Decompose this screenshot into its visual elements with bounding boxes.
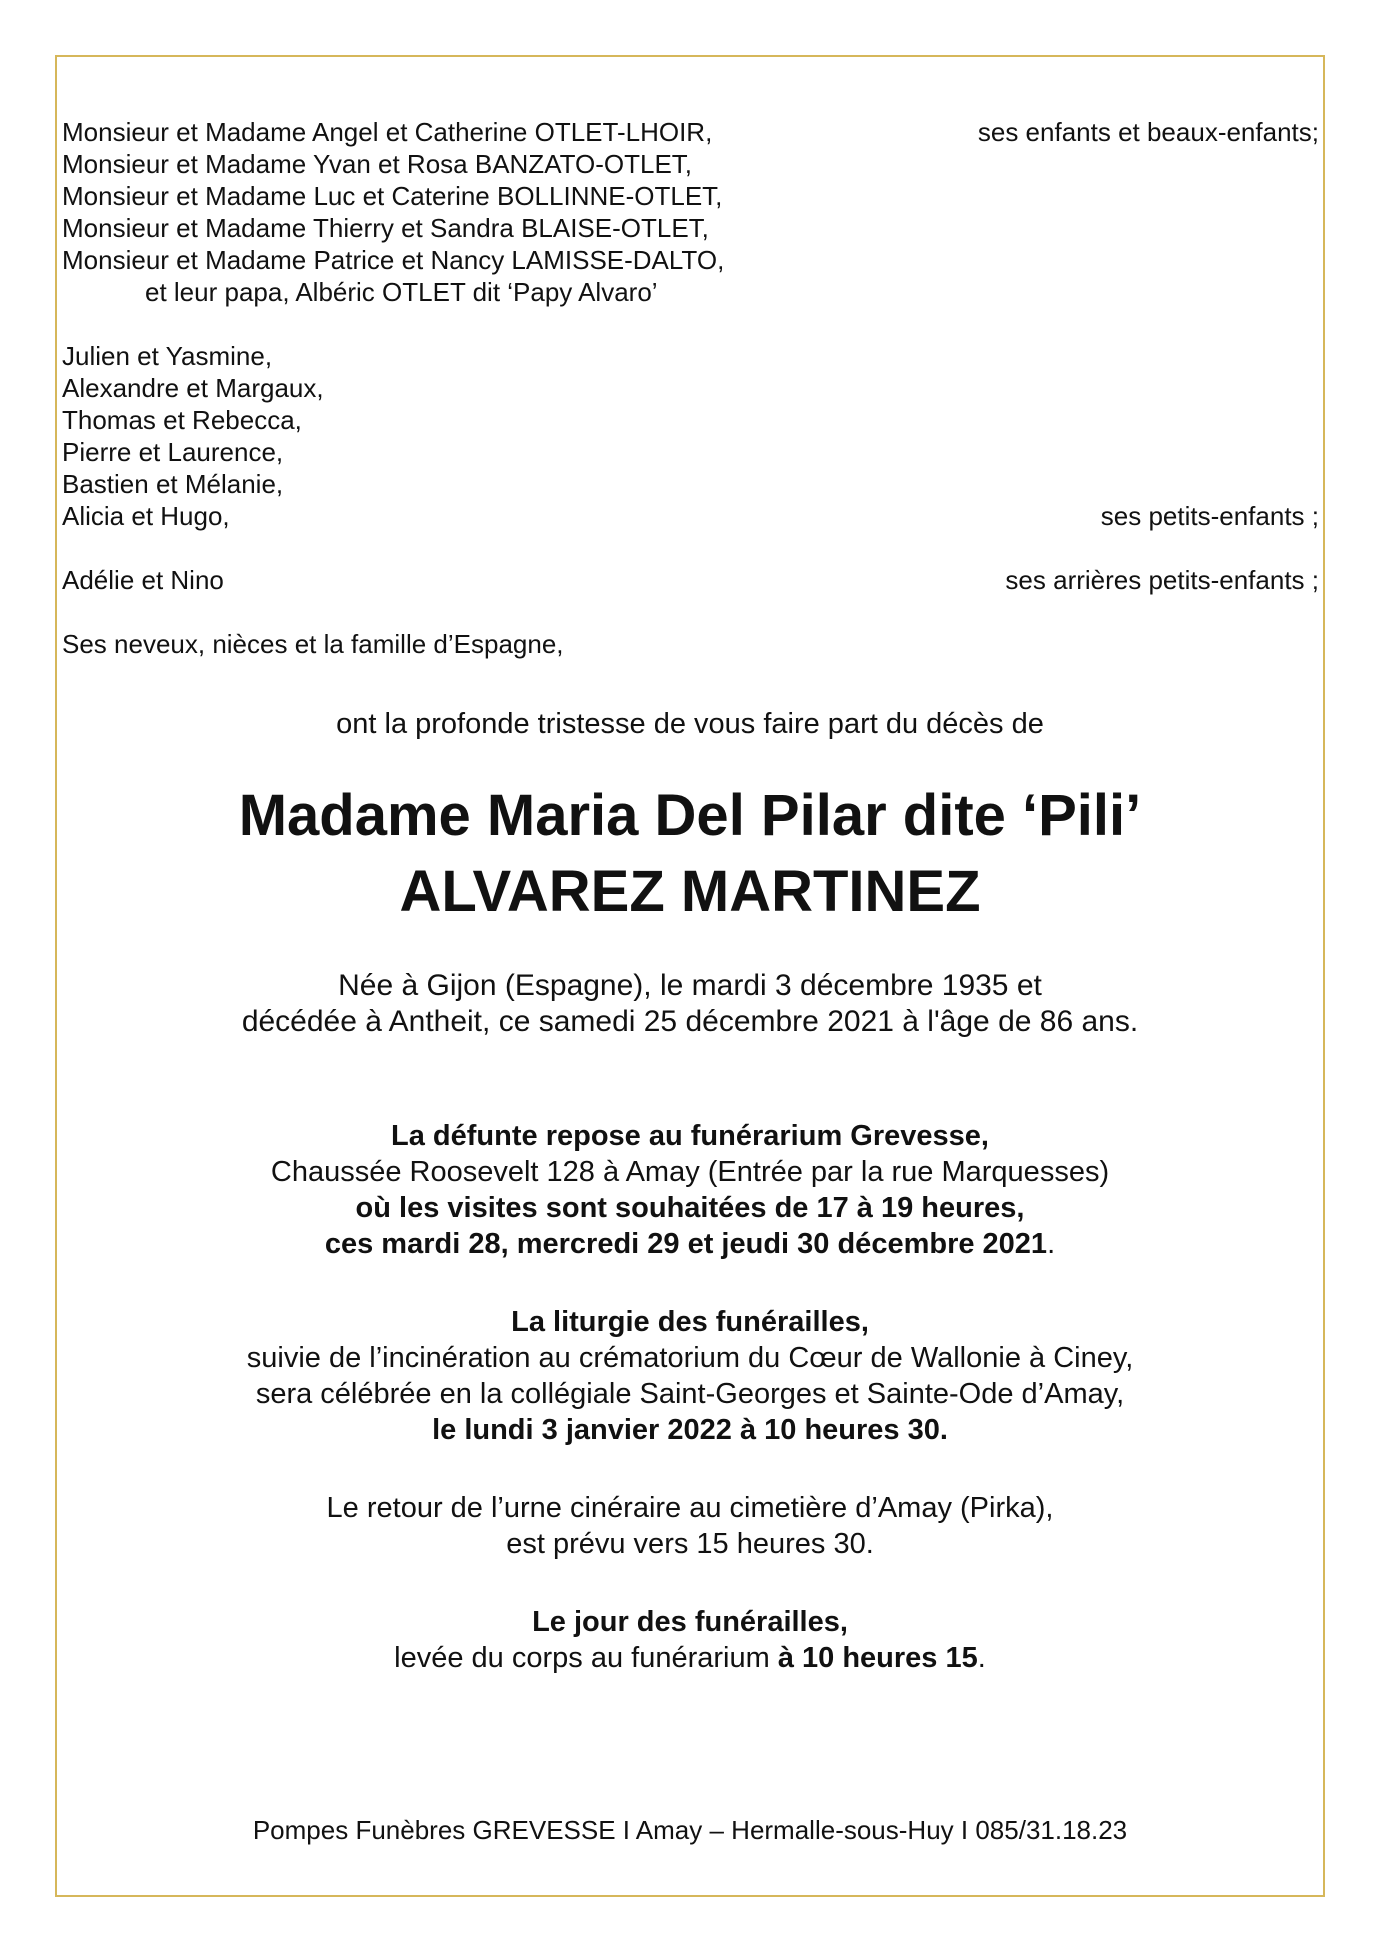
family-child-line: Monsieur et Madame Yvan et Rosa BANZATO-OTLET, — [62, 149, 693, 179]
deceased-surname: ALVAREZ MARTINEZ — [399, 859, 981, 924]
birth-info: Née à Gijon (Espagne), le mardi 3 décembre 1935 et — [338, 969, 1042, 1002]
family-children-note: et leur papa, Albéric OTLET dit ‘Papy Alvaro’ — [145, 277, 658, 307]
liturgy-heading: La liturgie des funérailles, — [511, 1306, 869, 1338]
liturgy-datetime: le lundi 3 janvier 2022 à 10 heures 30. — [432, 1414, 948, 1446]
great-grandchildren-role: ses arrières petits-enfants ; — [1005, 565, 1319, 595]
funeral-day-end: . — [977, 1642, 986, 1674]
visitation-dates-end: . — [1047, 1228, 1056, 1260]
grandchild-line: Alicia et Hugo, — [62, 501, 230, 531]
death-info: décédée à Antheit, ce samedi 25 décembre 2021 à l'âge de 86 ans. — [241, 1005, 1139, 1038]
extended-family: Ses neveux, nièces et la famille d’Espagne, — [62, 629, 564, 659]
funeral-day-text: levée du corps au funérarium — [394, 1642, 778, 1674]
announcement-text: ont la profonde tristesse de vous faire part du décès de — [336, 708, 1044, 740]
grandchildren-role: ses petits-enfants ; — [1100, 501, 1319, 531]
grandchild-line: Bastien et Mélanie, — [62, 469, 284, 499]
funeral-day-heading: Le jour des funérailles, — [532, 1606, 848, 1638]
visitation-dates-line — [55, 1226, 1325, 1262]
children-role: ses enfants et beaux-enfants; — [977, 117, 1319, 147]
visitation-hours: où les visites sont souhaitées de 17 à 19 heures, — [355, 1192, 1025, 1224]
family-child-line: Monsieur et Madame Thierry et Sandra BLAISE-OTLET, — [62, 213, 709, 243]
family-child-line: Monsieur et Madame Patrice et Nancy LAMISSE-DALTO, — [62, 245, 725, 275]
family-child-line: Monsieur et Madame Luc et Caterine BOLLINNE-OTLET, — [62, 181, 723, 211]
funeral-day-line — [55, 1640, 1325, 1676]
liturgy-cremation: suivie de l’incinération au crématorium du Cœur de Wallonie à Ciney, — [246, 1342, 1134, 1374]
grandchild-line: Julien et Yasmine, — [62, 341, 273, 371]
liturgy-church: sera célébrée en la collégiale Saint-Georges et Sainte-Ode d’Amay, — [255, 1378, 1125, 1410]
visitation-heading: La défunte repose au funérarium Grevesse, — [391, 1120, 989, 1152]
urn-line-2: est prévu vers 15 heures 30. — [506, 1528, 874, 1560]
urn-line-1: Le retour de l’urne cinéraire au cimetière d’Amay (Pirka), — [326, 1492, 1054, 1524]
grandchild-line: Thomas et Rebecca, — [62, 405, 302, 435]
great-grandchildren: Adélie et Nino — [62, 565, 224, 595]
funeral-home-footer: Pompes Funèbres GREVESSE I Amay – Hermalle-sous-Huy I 085/31.18.23 — [252, 1815, 1128, 1845]
visitation-address: Chaussée Roosevelt 128 à Amay (Entrée par la rue Marquesses) — [270, 1156, 1110, 1188]
funeral-day-time: à 10 heures 15 — [777, 1642, 978, 1674]
visitation-dates: ces mardi 28, mercredi 29 et jeudi 30 décembre 2021 — [324, 1228, 1048, 1260]
family-child-line: Monsieur et Madame Angel et Catherine OTLET-LHOIR, — [62, 117, 713, 147]
grandchild-line: Alexandre et Margaux, — [62, 373, 324, 403]
deceased-name: Madame Maria Del Pilar dite ‘Pili’ — [238, 783, 1142, 848]
grandchild-line: Pierre et Laurence, — [62, 437, 284, 467]
